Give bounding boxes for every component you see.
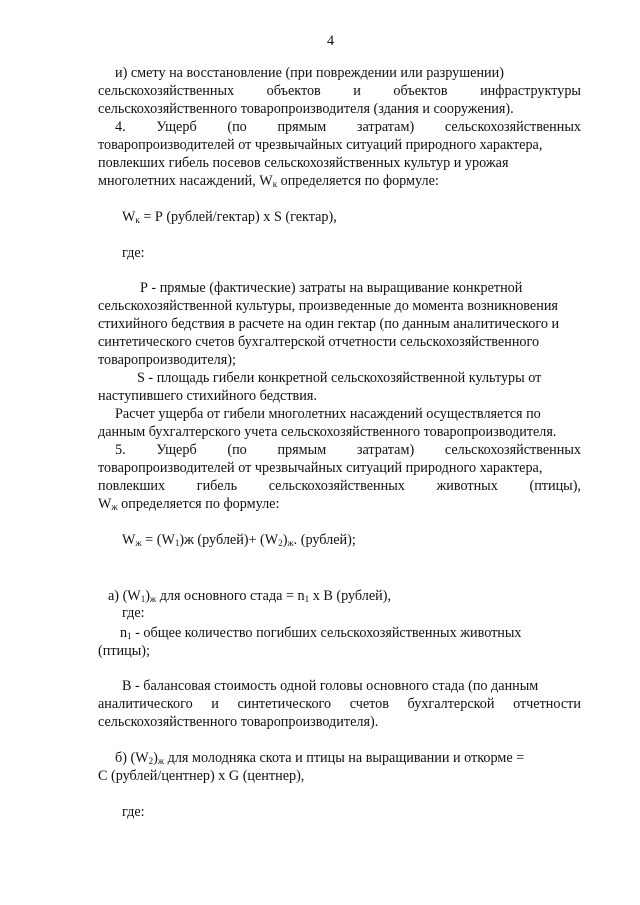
word: гибель	[196, 478, 238, 494]
word: (по	[227, 442, 247, 458]
where-label: где:	[122, 605, 145, 621]
where-label: где:	[122, 804, 145, 820]
word: животных	[436, 478, 498, 494]
word: сельскохозяйственных	[444, 442, 581, 458]
word: аналитического	[98, 696, 193, 712]
word: синтетического	[237, 696, 332, 712]
page-number: 4	[327, 33, 335, 49]
word: Ущерб	[156, 442, 197, 458]
text-line: сельскохозяйственной культуры, произведенные до момента возникновения	[98, 298, 558, 314]
formula-1: $W_к = Р$ (рублей/гектар) х S (гектар),	[122, 209, 337, 225]
word: сельскохозяйственных	[268, 478, 405, 494]
text-line: товаропроизводителей от чрезвычайных ситуаций природного характера,	[98, 460, 543, 476]
text-line: Р - прямые (фактические) затраты на выращивание конкретной	[140, 280, 523, 296]
text-line-justified	[115, 119, 581, 136]
word: затратам)	[356, 119, 415, 135]
formula-a: а) $(W_1)_ж$ для основного стада = $n_1$ х В (рублей),	[108, 588, 391, 604]
text-line: и) смету на восстановление (при повреждении или разрушении)	[115, 65, 504, 81]
word: прямым	[277, 442, 327, 458]
formula-b: б) $(W_2)_ж$ для молодняка скота и птицы на выращивании и откорме =	[115, 750, 525, 766]
word: инфраструктуры	[480, 83, 581, 99]
word: (птицы),	[529, 478, 581, 494]
word: объектов	[266, 83, 321, 99]
text-line: многолетних насаждений, $W_к$ определяется по формуле:	[98, 173, 439, 189]
text-line-justified	[98, 83, 581, 100]
word: затратам)	[356, 442, 415, 458]
text-line-justified	[115, 442, 581, 459]
text-line: товаропроизводителей от чрезвычайных ситуаций природного характера,	[98, 137, 543, 153]
text-line: (птицы);	[98, 643, 150, 659]
word: сельскохозяйственных	[444, 119, 581, 135]
word: Ущерб	[156, 119, 197, 135]
text-line: В - балансовая стоимость одной головы основного стада (по данным	[122, 678, 539, 694]
word: прямым	[277, 119, 327, 135]
word: отчетности	[513, 696, 581, 712]
word: повлекших	[98, 478, 166, 494]
text-line: $n_1$ - общее количество погибших сельскохозяйственных животных	[120, 625, 522, 641]
text-line: синтетического счетов бухгалтерской отчетности сельскохозяйственного	[98, 334, 540, 350]
text-line: товаропроизводителя);	[98, 352, 236, 368]
word: счетов	[349, 696, 389, 712]
text-line: S - площадь гибели конкретной сельскохозяйственной культуры от	[137, 370, 542, 386]
text-line: наступившего стихийного бедствия.	[98, 388, 317, 404]
text-line: данным бухгалтерского учета сельскохозяйственного товаропроизводителя.	[98, 424, 557, 440]
text-line: Расчет ущерба от гибели многолетних насаждений осуществляется по	[115, 406, 541, 422]
text-line: $W_ж$ определяется по формуле:	[98, 496, 280, 512]
word: 4.	[115, 119, 126, 135]
formula-2: $W_ж = (W_1)ж$ (рублей)+ $(W_2)_ж$. (рублей);	[122, 532, 356, 548]
word: 5.	[115, 442, 126, 458]
word: сельскохозяйственных	[98, 83, 235, 99]
where-label: где:	[122, 245, 145, 261]
text-line: сельскохозяйственного товаропроизводителя).	[98, 714, 379, 730]
text-line: С (рублей/центнер) х G (центнер),	[98, 768, 305, 784]
text-line: стихийного бедствия в расчете на один гектар (по данным аналитического и	[98, 316, 560, 332]
word: и	[353, 83, 361, 99]
word: бухгалтерской	[407, 696, 495, 712]
text-line-justified	[98, 696, 581, 713]
text-line: сельскохозяйственного товаропроизводителя (здания и сооружения).	[98, 101, 514, 117]
text-line-justified	[98, 478, 581, 495]
word: (по	[227, 119, 247, 135]
word: объектов	[393, 83, 448, 99]
text-line: повлекших гибель посевов сельскохозяйственных культур и урожая	[98, 155, 509, 171]
word: и	[211, 696, 219, 712]
